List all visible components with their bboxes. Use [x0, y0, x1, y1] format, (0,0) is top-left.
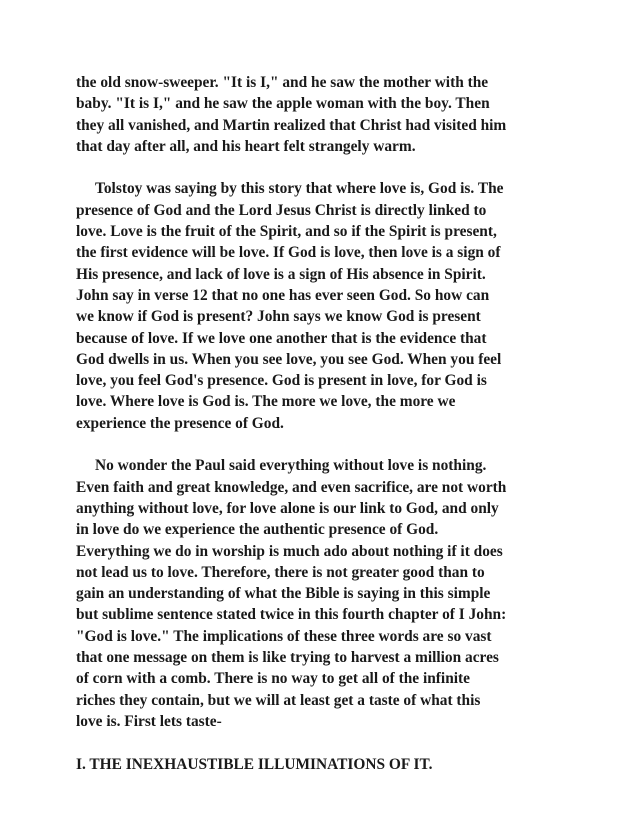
text-line: the old snow-sweeper. "It is I," and he saw the mother with the	[76, 74, 489, 91]
text-line: love. Where love is God is. The more we love, the more we	[76, 393, 456, 411]
text-line: we know if God is present? John says we know God is present	[76, 308, 481, 326]
text-line: of corn with a comb. There is no way to get all of the infinite	[76, 670, 471, 688]
text-line: not lead us to love. Therefore, there is not greater good than to	[76, 563, 485, 581]
paragraph-tolstoy	[76, 178, 562, 434]
paragraph-paul	[76, 455, 562, 732]
text-line: the first evidence will be love. If God is love, then love is a sign of	[76, 244, 501, 262]
section-heading	[76, 754, 562, 775]
text-line: "God is love." The implications of these three words are so vast	[76, 627, 492, 645]
paragraph-spacer	[76, 434, 562, 455]
paragraph-continuation	[76, 72, 562, 157]
text-line: riches they contain, but we will at least get a taste of what this	[76, 691, 481, 709]
text-line: gain an understanding of what the Bible is saying in this simple	[76, 585, 491, 603]
text-line: Even faith and great knowledge, and even sacrifice, are not worth	[76, 478, 507, 496]
text-line: anything without love, for love alone is our link to God, and only	[76, 499, 499, 517]
text-line: experience the presence of God.	[76, 414, 284, 432]
text-line: Everything we do in worship is much ado about nothing if it does	[76, 542, 503, 560]
text-line: presence of God and the Lord Jesus Christ is directly linked to	[76, 201, 487, 219]
text-line: love is. First lets taste-	[76, 712, 222, 730]
text-line: God dwells in us. When you see love, you see God. When you feel	[76, 350, 502, 368]
paragraph-spacer	[76, 732, 562, 753]
text-line: love, you feel God's presence. God is present in love, for God is	[76, 372, 487, 390]
text-line: that one message on them is like trying to harvest a million acres	[76, 649, 499, 667]
text-line: in love do we experience the authentic presence of God.	[76, 521, 439, 539]
text-line: that day after all, and his heart felt strangely warm.	[76, 137, 416, 155]
text-line: because of love. If we love one another that is the evidence that	[76, 329, 487, 347]
text-line: Tolstoy was saying by this story that where love is, God is. The	[95, 180, 504, 198]
document-body	[76, 72, 562, 775]
section-heading-text: I. THE INEXHAUSTIBLE ILLUMINATIONS OF IT.	[76, 755, 433, 773]
text-line: baby. "It is I," and he saw the apple woman with the boy. Then	[76, 95, 490, 113]
paragraph-spacer	[76, 157, 562, 178]
text-line: No wonder the Paul said everything without love is nothing.	[95, 457, 487, 475]
text-line: but sublime sentence stated twice in this fourth chapter of I John:	[76, 606, 507, 624]
text-line: love. Love is the fruit of the Spirit, and so if the Spirit is present,	[76, 223, 497, 241]
text-line: they all vanished, and Martin realized that Christ had visited him	[76, 116, 507, 134]
text-line: His presence, and lack of love is a sign of His absence in Spirit.	[76, 265, 486, 283]
text-line: John say in verse 12 that no one has ever seen God. So how can	[76, 286, 490, 304]
